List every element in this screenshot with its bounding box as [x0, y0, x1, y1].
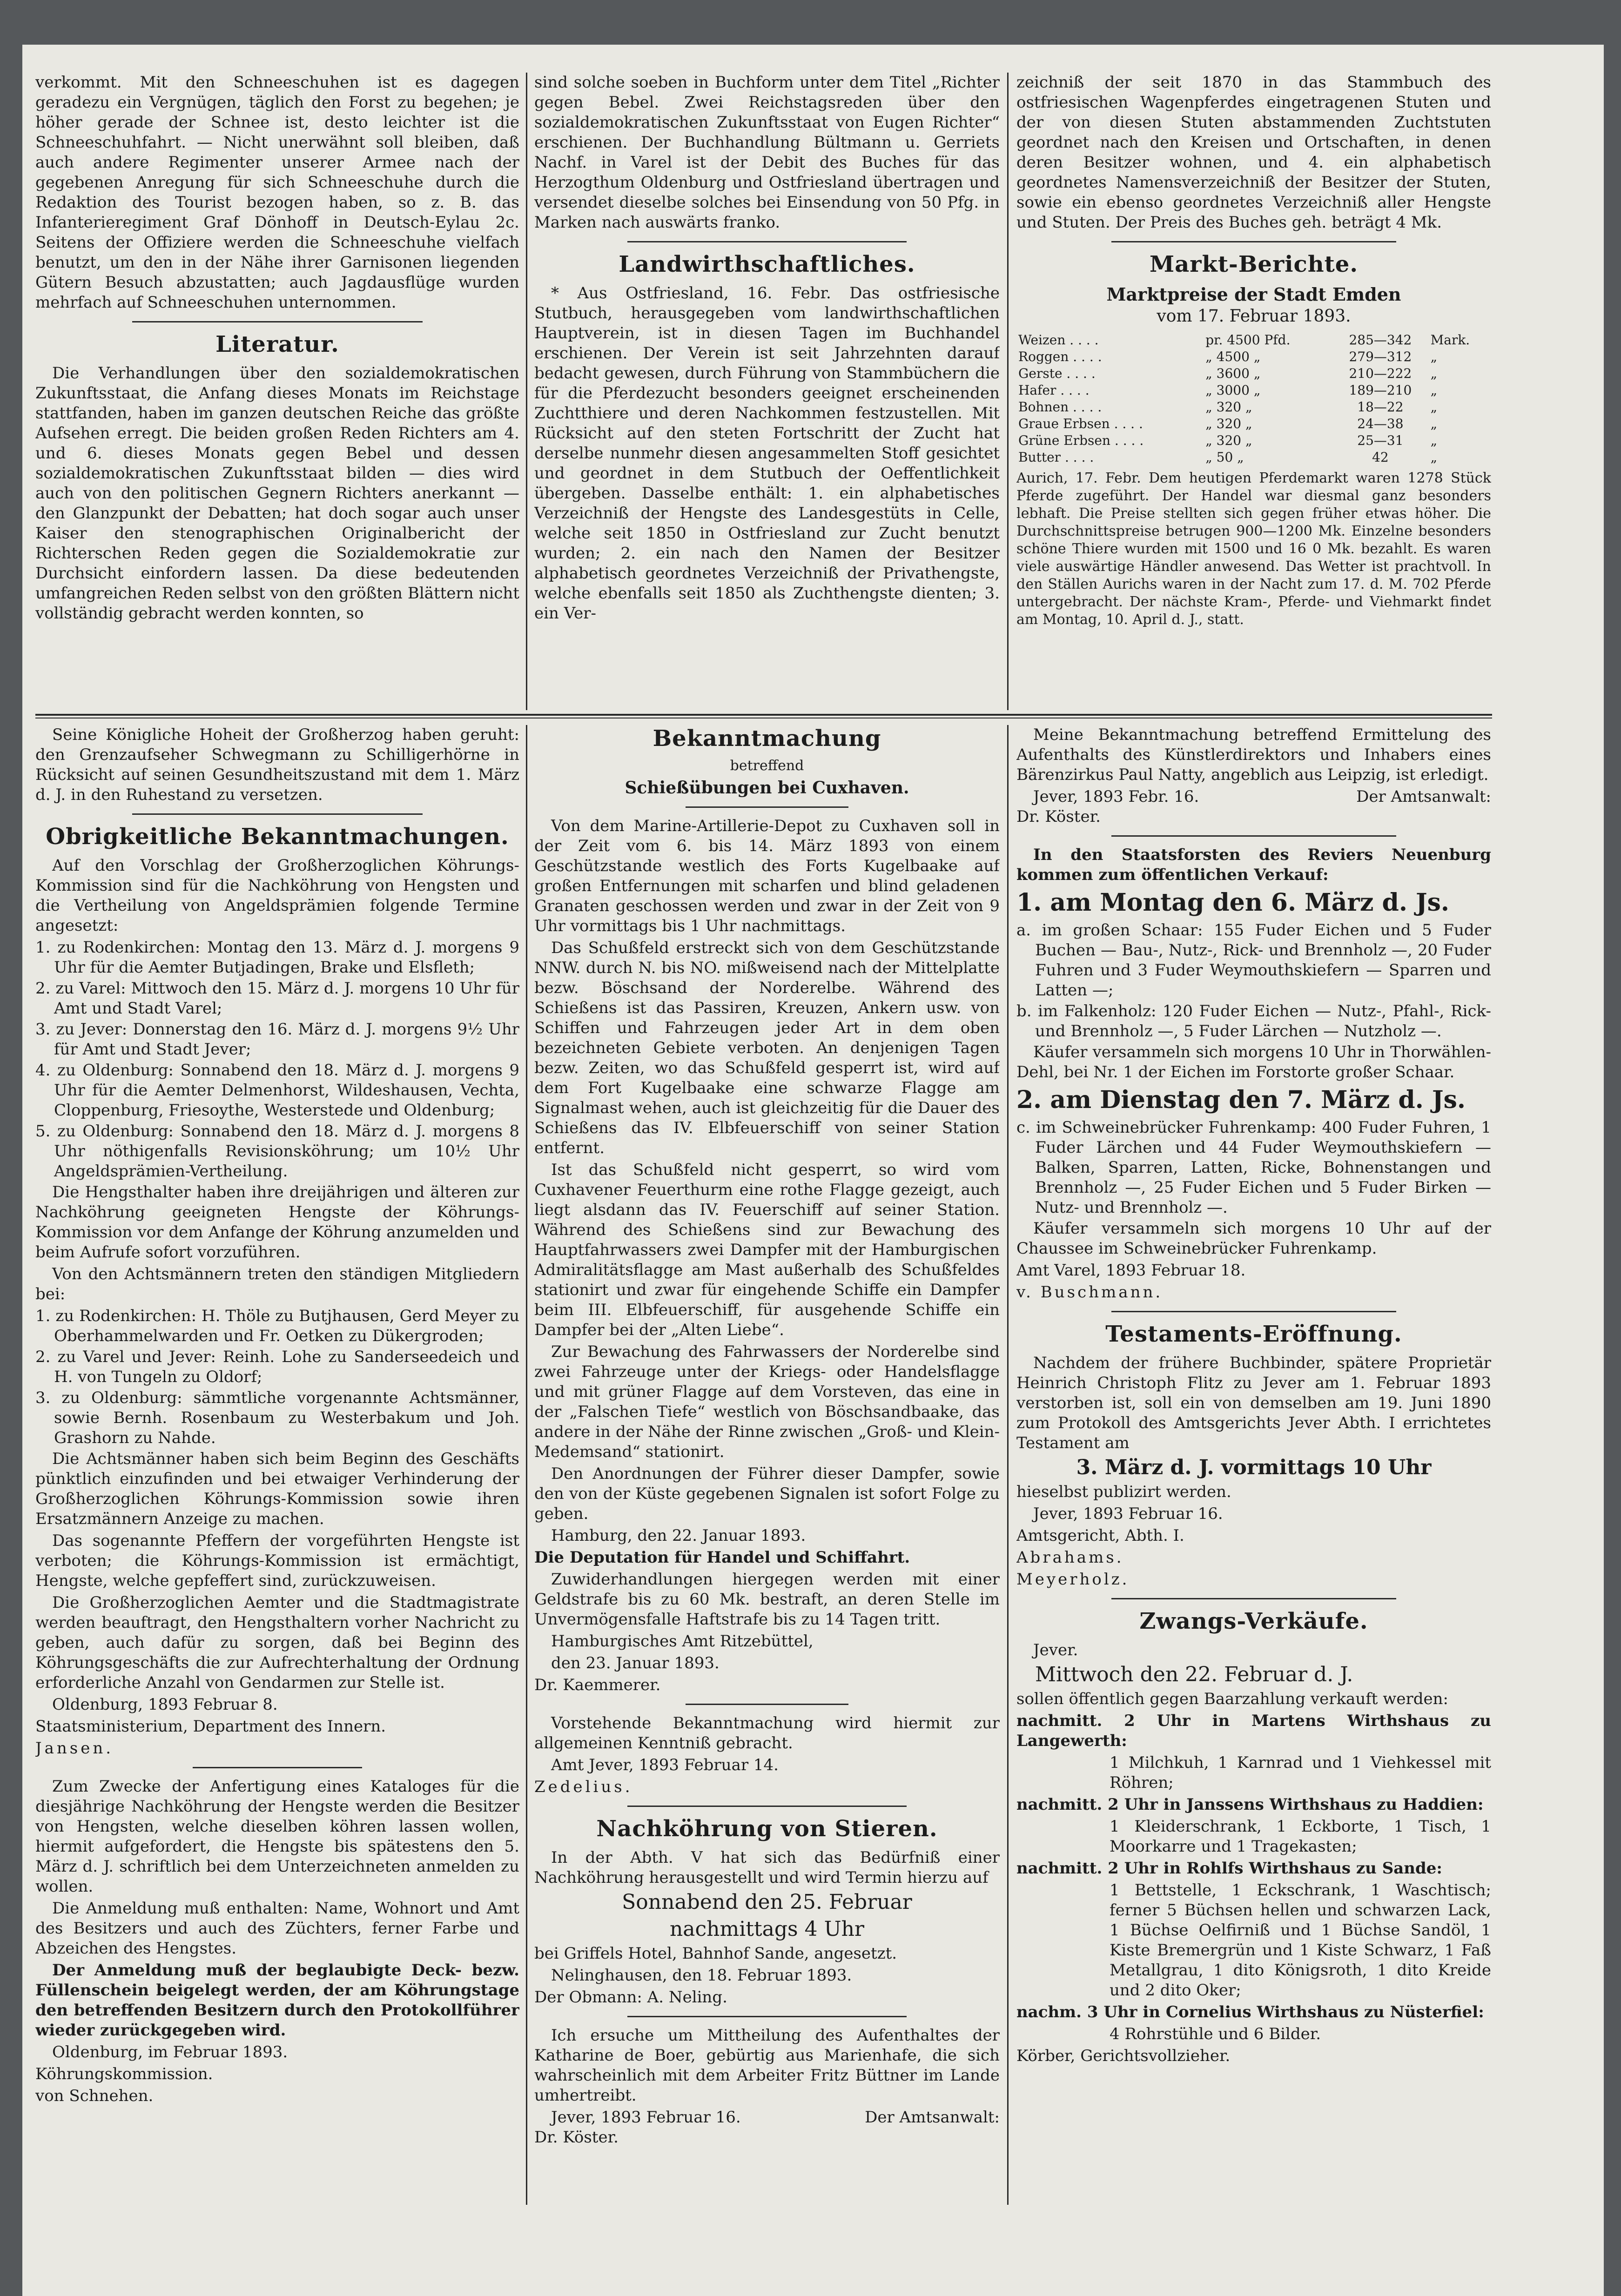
separator	[1111, 1311, 1396, 1312]
signature-koester: Dr. Köster.	[534, 2128, 619, 2147]
date-item: 2. zu Varel: Mittwoch den 15. März d. J. morgens 10 Uhr für Amt und Stadt Varel;	[35, 979, 519, 1018]
price-range: 24—38	[1357, 416, 1404, 431]
sale-4-items: 4 Rohrstühle und 6 Bilder.	[1110, 2025, 1321, 2043]
separator	[627, 1806, 907, 1807]
column-2	[534, 725, 1000, 2279]
shooting-p5: Den Anordnungen der Führer dieser Dampfer, sowie den von der Küste gegebenen Signalen ist sofort Folge zu geben.	[534, 1464, 1000, 1523]
ritzebuettel-date: den 23. Januar 1893.	[551, 1654, 720, 1672]
unit: „	[1430, 450, 1438, 465]
bull-licensing-heading: Nachköhrung von Stieren.	[596, 1816, 938, 1842]
hamburg-date: Hamburg, den 22. Januar 1893.	[551, 1526, 806, 1545]
top-column-3	[1016, 73, 1491, 710]
separator	[627, 241, 907, 242]
price-row	[1016, 349, 1491, 365]
assessor-item: 1. zu Rodenkirchen: H. Thöle zu Butjhausen, Gerd Meyer zu Oberhammelwarden und Fr. Oetken zu Dükergroden;	[35, 1307, 519, 1345]
price-range: 25—31	[1357, 433, 1404, 448]
monday-date: 1. am Montag den 6. März d. Js.	[1016, 888, 1450, 917]
signature-jansen: Jansen.	[35, 1739, 114, 1758]
sale-1-items: 1 Milchkuh, 1 Karnrad und 1 Viehkessel mit Röhren;	[1110, 1753, 1491, 1792]
literature-continued: sind solche soeben in Buchform unter dem Titel „Richter gegen Bebel. Zwei Reichstagsreden über den sozialdemokratischen Zukunftsstaat von Eugen Richter“ erschienen. Der Buchhandlung Bültmann u. Gerriets Nachf. in Varel ist der Debit des Buches für das Herzogthum Oldenburg und Ostfriesland übertragen und versendet dieselbe solches bei Einsendung von 50 Pfg. in Marken nach auswärts franko.	[534, 73, 1000, 232]
market-date: vom 17. Februar 1893.	[1157, 307, 1351, 326]
ritzebuettel-office: Hamburgisches Amt Ritzebüttel,	[551, 1632, 814, 1651]
offices-order: Die Großherzoglichen Aemter und die Stadtmagistrate werden beauftragt, den Hengsthaltern vorher Nachricht zu geben, auch dafür zu sorgen, daß bei Beginn des Köhrungsgeschäfts die zur Aufrechterhaltung der Ordnung erforderliche Anzahl von Gendarmen zur Stelle ist.	[35, 1593, 519, 1692]
missing-person-notice: Ich ersuche um Mittheilung des Aufenthaltes der Katharine de Boer, gebürtig aus Marienhafe, die sich wahrscheinlich mit dem Arbeiter Fritz Büttner im Lande umhertreibt.	[534, 2026, 1000, 2105]
shooting-p1: Von dem Marine-Artillerie-Depot zu Cuxhaven soll in der Zeit vom 6. bis 14. März 1893 von einem Geschützstande westlich des Forts Kugelbaake auf großen Entfernungen mit scharfen und blind geladenen Granaten geschossen werden und zwar in der Zeit von 9 Uhr vormittags bis 1 Uhr nachmittags.	[534, 817, 1000, 935]
sale-2-heading: nachmitt. 2 Uhr in Janssens Wirthshaus zu Haddien:	[1016, 1795, 1484, 1814]
announcement-concerning: betreffend	[730, 758, 804, 774]
commodity: Hafer . . . .	[1018, 383, 1090, 398]
pepper-ban: Das sogenannte Pfeffern der vorgeführten Hengste ist verboten; die Köhrungs-Kommission ist ermächtigt, Hengste, welche gepfeffert sind, zurückzuweisen.	[35, 1531, 519, 1590]
signature-kaemmerer: Dr. Kaemmerer.	[534, 1676, 661, 1694]
unit: Mark.	[1430, 332, 1470, 348]
price-row	[1016, 449, 1491, 466]
assessors-intro: Von den Achtsmännern treten den ständigen Mitgliedern bei:	[35, 1265, 519, 1303]
jever-date-1: Amt Jever, 1893 Februar 14.	[551, 1756, 779, 1774]
quantity: „ 320 „	[1205, 416, 1252, 431]
price-row	[1016, 332, 1491, 349]
unit: „	[1430, 399, 1438, 415]
separator	[686, 806, 848, 808]
chairman: Der Obmann: A. Neling.	[534, 1988, 727, 2007]
oldenburg-date-2: Oldenburg, im Februar 1893.	[52, 2043, 288, 2061]
prosecutor-title: Der Amtsanwalt:	[865, 2108, 1000, 2127]
state-forest-heading: In den Staatsforsten des Reviers Neuenburg kommen zum öffentlichen Verkauf:	[1016, 846, 1491, 884]
separator	[132, 321, 423, 322]
separator	[132, 813, 423, 815]
commodity: Bohnen . . . .	[1018, 399, 1102, 415]
commodity: Gerste . . . .	[1018, 366, 1096, 381]
quantity: „ 320 „	[1205, 399, 1252, 415]
agriculture-continued: zeichniß der seit 1870 in das Stammbuch des ostfriesischen Wagenpferdes eingetragenen Stuten und der von diesen Stuten abstammenden Zuchtstuten geordnet nach den Kreisen und Ortschaften, in denen deren Besitzer wohnen, und 4. ein alphabetisch geordnetes Namensverzeichniß der Besitzer der Stuten, sowie ein ebenso geordnetes Verzeichniß aller Hengste und Stuten. Der Preis des Buches geh. beträgt 4 Mk.	[1016, 73, 1491, 232]
quantity: „ 50 „	[1205, 450, 1244, 465]
separator	[193, 1767, 362, 1768]
shooting-p4: Zur Bewachung des Fahrwassers der Norderelbe sind zwei Fahrzeuge unter der Kriegs- oder Handelsflagge und mit grüner Flagge auf dem Vorsteven, das eine in der „Falschen Tiefe“ westlich von Böschsandbaake, das andere in der Nähe der Rinne zwischen „Groß- und Klein-Medemsand“ stationirt.	[534, 1343, 1000, 1461]
separator	[1111, 1598, 1396, 1599]
section-rule	[35, 714, 1492, 716]
licensing-commission: Köhrungskommission.	[35, 2065, 213, 2083]
announcement-subject: Schießübungen bei Cuxhaven.	[625, 778, 909, 798]
signature-row	[534, 2108, 1000, 2128]
price-range: 189—210	[1349, 383, 1412, 398]
signature-buschmann: v. Buschmann.	[1016, 1283, 1163, 1302]
literature-heading: Literatur.	[215, 331, 339, 357]
official-intro: Auf den Vorschlag der Großherzoglichen Köhrungs-Kommission sind für die Nachköhrung von Hengsten und die Vertheilung von Angeldsprämien folgende Termine angesetzt:	[35, 856, 519, 935]
column-rule	[1007, 725, 1009, 2205]
nelinghausen-date: Nelinghausen, den 18. Februar 1893.	[551, 1966, 852, 1985]
price-row	[1016, 382, 1491, 399]
signature-meyerholz: Meyerholz.	[1016, 1570, 1130, 1589]
jever-date-3: Jever, 1893 Febr. 16.	[1033, 787, 1199, 806]
penalty-notice: Zuwiderhandlungen hiergegen werden mit einer Geldstrafe bis zu 60 Mk. bestraft, an deren Stelle im Unvermögensfalle Haftstrafe bis zu 14 Tagen tritt.	[534, 1570, 1000, 1629]
jever-date-4: Jever, 1893 Februar 16.	[1033, 1504, 1223, 1523]
lot-a: a. im großen Schaar: 155 Fuder Eichen und 5 Fuder Buchen — Bau-, Nutz-, Rick- und Brennholz —, 20 Fuder Fuhren und 3 Fuder Weymouthskiefern — Sparren und Latten —;	[1016, 921, 1491, 1000]
jever-date-2: Jever, 1893 Februar 16.	[551, 2108, 741, 2127]
column-1	[35, 725, 519, 2279]
signature-schnehen: von Schnehen.	[35, 2087, 154, 2105]
unit: „	[1430, 383, 1438, 398]
sale-2-items: 1 Kleiderschrank, 1 Eckborte, 1 Tisch, 1 Moorkarre und 1 Tragekasten;	[1110, 1817, 1491, 1856]
separator	[686, 1704, 848, 1705]
assessors-duty: Die Achtsmänner haben sich beim Beginn des Geschäfts pünktlich einzufinden und bei etwaiger Verhinderung der Großherzoglichen Köhrungs-Kommission sowie ihren Ersatzmännern Anzeige zu machen.	[35, 1450, 519, 1528]
column-3	[1016, 725, 1491, 2279]
district-court: Amtsgericht, Abth. I.	[1016, 1526, 1184, 1545]
saturday-date: Sonnabend den 25. Februar	[622, 1890, 912, 1914]
commodity: Butter . . . .	[1018, 450, 1094, 465]
tuesday-date: 2. am Dienstag den 7. März d. Js.	[1016, 1086, 1466, 1114]
sale-3-items: 1 Bettstelle, 1 Eckschrank, 1 Waschtisch; ferner 5 Büchsen hellen und schwarzen Lack, 1 Büchse Oelfirniß und 1 Büchse Sandöl, 1 Kiste Bremergrün und 1 Kiste Schwarz, 1 Faß Metallgrau, 1 dito Königsroth, 1 dito Kreide und 2 dito Oker;	[1110, 1881, 1491, 2000]
official-notices-heading: Obrigkeitliche Bekanntmachungen.	[46, 824, 509, 850]
newspaper-page	[22, 45, 1604, 2296]
state-ministry: Staatsministerium, Department des Innern.	[35, 1717, 386, 1736]
buyers-meeting-1: Käufer versammeln sich morgens 10 Uhr in Thorwählen-Dehl, bei Nr. 1 der Eichen im Forstorte großer Schaar.	[1016, 1043, 1491, 1081]
monday-lots	[1016, 920, 1491, 1041]
lot-b: b. im Falkenholz: 120 Fuder Eichen — Nutz-, Pfahl-, Rick- und Brennholz —, 5 Fuder Lärchen — Nutzholz —.	[1016, 1002, 1491, 1041]
testament-date: 3. März d. J. vormittags 10 Uhr	[1076, 1456, 1432, 1479]
price-row	[1016, 399, 1491, 416]
testament-text: Nachdem der frühere Buchbinder, spätere Proprietär Heinrich Christoph Flitz zu Jever am 1. Februar 1893 verstorben ist, soll ein von demselben am 19. Juni 1890 zum Protokoll des Amtsgerichts Jever Abth. I errichtetes Testament am	[1016, 1354, 1491, 1452]
top-column-1	[35, 73, 519, 710]
market-heading: Markt-Berichte.	[1149, 251, 1359, 277]
column-rule	[1007, 73, 1009, 710]
announcement-heading: Bekanntmachung	[652, 725, 881, 752]
snowshoe-article: verkommt. Mit den Schneeschuhen ist es dagegen geradezu ein Vergnügen, täglich den Forst zu begehen; je höher gerade der Schnee ist, desto leichter ist die Schneeschuhfahrt. — Nicht unerwähnt soll bleiben, daß auch andere Regimenter unserer Armee nach der gegebenen Anregung für sich Schneeschuhe durch die Redaktion des Tourist bezogen haben, so z. B. das Infanterieregiment Graf Dönhoff in Deutsch-Eylau 2c. Seitens der Offiziere werden die Schneeschuhe vielfach benutzt, um den in der Nähe ihrer Garnisonen liegenden Gütern Besuch abzustatten; auch Jagdausflüge wurden mehrfach auf Schneeschuhen unternommen.	[35, 73, 519, 312]
bull-licensing-text: In der Abth. V hat sich das Bedürfniß einer Nachköhrung herausgestellt und wird Termin hierzu auf	[534, 1848, 1000, 1887]
griffel-hotel: bei Griffels Hotel, Bahnhof Sande, angesetzt.	[534, 1944, 897, 1963]
sale-1-heading: nachmitt. 2 Uhr in Martens Wirthshaus zu Langewerth:	[1016, 1712, 1491, 1750]
shooting-p2: Das Schußfeld erstreckt sich von dem Geschützstande NNW. durch N. bis NO. mißweisend nach der Mittelplatte bezw. Böschsand der Norderelbe. Während des Schießens ist das Passiren, Kreuzen, Ankern usw. von Schiffen und Fahrzeugen jeder Art in dem oben bezeichneten Gebiete verboten. An denjenigen Tagen bezw. Zeiten, wo das Schußfeld gesperrt ist, wird auf dem Fort Kugelbaake eine schwarze Flagge am Signalmast wehen, auch ist gleichzeitig für die Dauer des Schießens das IV. Elbfeuerschiff von seiner Station entfernt.	[534, 939, 1000, 1157]
assessor-item: 3. zu Oldenburg: sämmtliche vorgenannte Achtsmänner, sowie Bernh. Rosenbaum zu Westerbakum und Joh. Grashorn zu Nahde.	[35, 1389, 519, 1447]
deputation: Die Deputation für Handel und Schiffahrt.	[534, 1548, 910, 1567]
sale-3-heading: nachmitt. 2 Uhr in Rohlfs Wirthshaus zu Sande:	[1016, 1859, 1442, 1878]
signature-row	[1016, 787, 1491, 807]
unit: „	[1430, 416, 1438, 431]
price-range: 18—22	[1357, 399, 1404, 415]
price-row	[1016, 432, 1491, 449]
stallion-keepers: Die Hengsthalter haben ihre dreijährigen und älteren zur Nachköhrung geeigneten Hengste der Köhrungs-Kommission vor dem Anfange der Köhrung anzumelden und beim Aufrufe sofort vorzuführen.	[35, 1183, 519, 1262]
buyers-meeting-2: Käufer versammeln sich morgens 10 Uhr auf der Chaussee im Schweinebrücker Fuhrenkamp.	[1016, 1219, 1491, 1258]
price-row	[1016, 365, 1491, 382]
wednesday-date: Mittwoch den 22. Februar d. J.	[1035, 1663, 1353, 1686]
assessor-item: 2. zu Varel und Jever: Reinh. Lohe zu Sanderseedeich und H. von Tungeln zu Oldorf;	[35, 1348, 519, 1386]
literature-text: Die Verhandlungen über den sozialdemokratischen Zukunftsstaat, die Anfang dieses Monats im Reichstage stattfanden, haben im ganzen deutschen Reiche das größte Aufsehen erregt. Die beiden großen Reden Richters am 4. und 6. dieses Monats gegen Bebel und dessen sozialdemokratischen Zukunftsstaat bilden — dies wird auch von den politischen Gegnern Richters anerkannt — den Glanzpunkt der Debatten; hat doch sogar auch unser Kaiser den stenographischen Originalbericht der Richterschen Reden gegen die Sozialdemokratie zur Durchsicht einfordern lassen. Da diese bedeutenden umfangreichen Reden selbst von den größten Blättern nicht vollständig gebracht werden konnten, so	[35, 364, 519, 623]
forwarded-notice: Vorstehende Bekanntmachung wird hiermit zur allgemeinen Kenntniß gebracht.	[534, 1714, 1000, 1752]
market-subtitle: Marktpreise der Stadt Emden	[1106, 284, 1401, 305]
grand-duke-notice: Seine Königliche Hoheit der Großherzog haben geruht: den Grenzaufseher Schwegmann zu Schilligerhörne in Rücksicht auf seinen Gesundheitszustand mit dem 1. März d. J. in den Ruhestand zu versetzen.	[35, 725, 519, 804]
quantity: „ 4500 „	[1205, 349, 1261, 364]
commodity: Roggen . . . .	[1018, 349, 1102, 364]
prosecutor-title-2: Der Amtsanwalt:	[1356, 787, 1491, 806]
testament-heading: Testaments-Eröffnung.	[1105, 1321, 1402, 1347]
signature-koerber: Körber, Gerichtsvollzieher.	[1016, 2047, 1231, 2065]
registration-content: Die Anmeldung muß enthalten: Name, Wohnort und Amt des Besitzers und auch des Züchters, ferner Farbe und Abzeichen des Hengstes.	[35, 1899, 519, 1958]
oldenburg-date: Oldenburg, 1893 Februar 8.	[52, 1695, 278, 1714]
date-item: 1. zu Rodenkirchen: Montag den 13. März d. J. morgens 9 Uhr für die Aemter Butjadingen, Brake und Elsfleth;	[35, 938, 519, 977]
signature-abrahams: Abrahams.	[1016, 1548, 1124, 1567]
date-item: 5. zu Oldenburg: Sonnabend den 18. März d. J. morgens 8 Uhr nöthigenfalls Revisionsköhrung; um 10½ Uhr Angeldsprämien-Vertheilung.	[35, 1122, 519, 1181]
price-row	[1016, 416, 1491, 432]
sale-4-heading: nachm. 3 Uhr in Cornelius Wirthshaus zu Nüsterfiel:	[1016, 2003, 1484, 2021]
agriculture-heading: Landwirthschaftliches.	[619, 251, 915, 277]
afternoon-time: nachmittags 4 Uhr	[669, 1917, 865, 1941]
tuesday-lots	[1016, 1118, 1491, 1218]
bear-circus-notice: Meine Bekanntmachung betreffend Ermittelung des Aufenthalts des Künstlerdirektors und Inhabers eines Bärenzirkus Paul Natty, angeblich aus Leipzig, ist erledigt.	[1016, 725, 1491, 784]
commodity: Graue Erbsen . . . .	[1018, 416, 1143, 431]
price-range: 210—222	[1349, 366, 1412, 381]
publication-note: hieselbst publizirt werden.	[1016, 1483, 1231, 1501]
lot-c: c. im Schweinebrücker Fuhrenkamp: 400 Fuder Fuhren, 1 Fuder Lärchen und 44 Fuder Weymouthskiefern — Balken, Sparren, Latten, Ricke, Bohnenstangen und Brennholz —, 25 Fuder Eichen und 5 Fuder Birken — Nutz- und Brennholz —.	[1016, 1118, 1491, 1217]
forced-sales-heading: Zwangs-Verkäufe.	[1139, 1608, 1368, 1634]
quantity: „ 3000 „	[1205, 383, 1261, 398]
quantity: „ 3600 „	[1205, 366, 1261, 381]
separator	[1111, 241, 1396, 242]
quantity: „ 320 „	[1205, 433, 1252, 448]
signature-zedelius: Zedelius.	[534, 1778, 633, 1796]
varel-date: Amt Varel, 1893 Februar 18.	[1016, 1261, 1246, 1280]
catalog-notice: Zum Zwecke der Anfertigung eines Kataloges für die diesjährige Nachköhrung der Hengste werden die Besitzer von Hengsten, welche dieselben köhren lassen wollen, hiermit aufgefordert, die Hengste bis spätestens den 5. März d. J. schriftlich bei dem Unterzeichneten anmelden zu wollen.	[35, 1777, 519, 1896]
separator	[627, 2016, 907, 2017]
top-column-2	[534, 73, 1000, 710]
date-item: 3. zu Jever: Donnerstag den 16. März d. J. morgens 9½ Uhr für Amt und Stadt Jever;	[35, 1020, 519, 1059]
unit: „	[1430, 366, 1438, 381]
aurich-report: Aurich, 17. Febr. Dem heutigen Pferdemarkt waren 1278 Stück Pferde zugeführt. Der Handel war diesmal ganz besonders lebhaft. Die Preise stellten sich gegen früher etwas höher. Die Durchschnittspreise betrugen 900—1200 Mk. Einzelne besonders schöne Thiere wurden mit 1500 und 16 0 Mk. bezahlt. Es waren viele auswärtige Händler anwesend. Das Wetter ist prachtvoll. In den Ställen Aurichs waren in der Nacht zum 17. d. M. 702 Pferde untergebracht. Der nächste Kram-, Pferde- und Viehmarkt findet am Montag, 10. April d. J., statt.	[1016, 470, 1491, 628]
covering-certificate: Der Anmeldung muß der beglaubigte Deck- bezw. Füllenschein beigelegt werden, der am Köhrungstage den betreffenden Besitzern durch den Protokollführer wieder zurückgegeben wird.	[35, 1961, 519, 2040]
assessors-list	[35, 1306, 519, 1448]
unit: „	[1430, 349, 1438, 364]
signature-koester-2: Dr. Köster.	[1016, 807, 1101, 826]
column-rule	[526, 725, 527, 2205]
price-table	[1016, 332, 1491, 466]
agriculture-text: * Aus Ostfriesland, 16. Febr. Das ostfriesische Stutbuch, herausgegeben vom landwirthschaftlichen Hauptverein, ist in diesen Tagen im Buchhandel erschienen. Der Verein ist seit Jahrzehnten darauf bedacht gewesen, durch Führung von Stammbüchern die für die Pferdezucht besonders geeignet erscheinenden Zuchtthiere und deren Nachkommen festzustellen. Mit Rücksicht auf den steten Fortschritt der Zucht hat derselbe nunmehr diesen angesammelten Stoff gesichtet und geordnet in dem Stutbuch der Oeffentlichkeit übergeben. Dasselbe enthält: 1. ein alphabetisches Verzeichniß der Hengste des Landesgestüts in Celle, welche seit 1850 in Ostfriesland zur Zucht benutzt wurden; 2. ein nach den Namen der Besitzer alphabetisch geordnetes Verzeichniß der Privathengste, welche ebenfalls seit 1850 als Zuchthengste dienten; 3. ein Ver-	[534, 284, 1000, 623]
dates-list	[35, 938, 519, 1182]
sales-intro: sollen öffentlich gegen Baarzahlung verkauft werden:	[1016, 1690, 1448, 1708]
price-range: 285—342	[1349, 332, 1412, 348]
separator	[1111, 835, 1396, 837]
unit: „	[1430, 433, 1438, 448]
quantity: pr. 4500 Pfd.	[1205, 332, 1291, 348]
price-range: 279—312	[1349, 349, 1412, 364]
shooting-p3: Ist das Schußfeld nicht gesperrt, so wird vom Cuxhavener Feuerthurm eine rothe Flagge gezeigt, auch liegt alsdann das IV. Feuerschiff auf seiner Station. Während des Schießens sind zur Bewachung des Hauptfahrwassers zwei Dampfer mit der Hamburgischen Admiralitätsflagge am Mast außerhalb des Schußfeldes stationirt und zwar für eingehende Schiffe ein Dampfer beim III. Elbfeuerschiff, für ausgehende Schiffe ein Dampfer bei der „Alten Liebe“.	[534, 1161, 1000, 1339]
price-range: 42	[1372, 450, 1389, 465]
commodity: Grüne Erbsen . . . .	[1018, 433, 1144, 448]
forced-sales-place: Jever.	[1033, 1641, 1078, 1659]
date-item: 4. zu Oldenburg: Sonnabend den 18. März d. J. morgens 9 Uhr für die Aemter Delmenhorst, Wildeshausen, Vechta, Cloppenburg, Friesoythe, Westerstede und Oldenburg;	[35, 1061, 519, 1120]
commodity: Weizen . . . .	[1018, 332, 1099, 348]
column-rule	[526, 73, 527, 710]
